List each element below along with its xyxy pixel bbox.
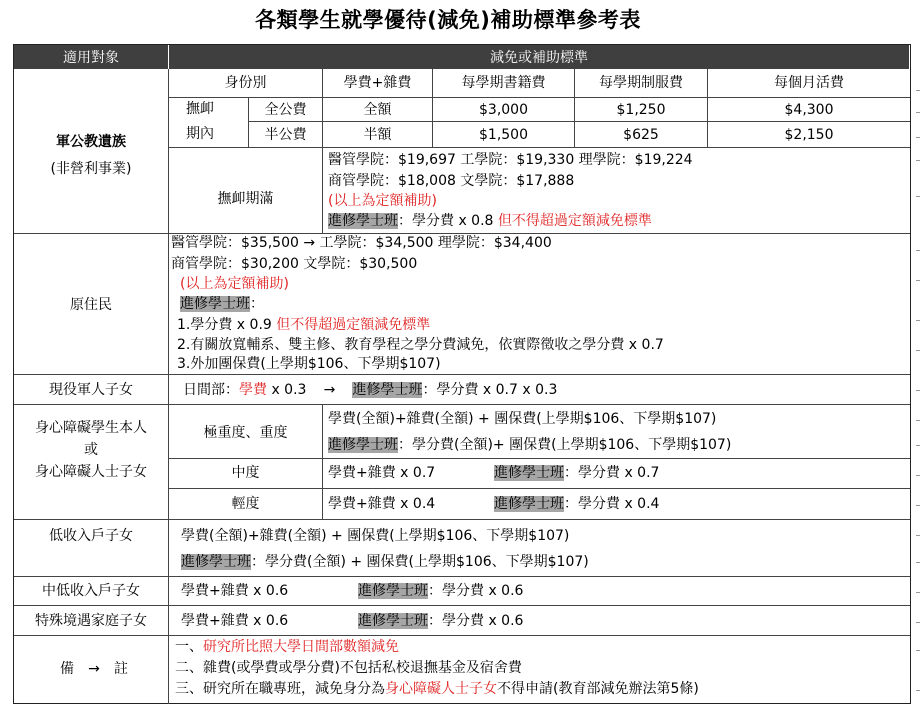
disabled-name-3: 身心障礙人士子女 [35,464,147,480]
mid-ext: 進修學士班：學分費 x 0.7 [494,465,660,481]
extension-tag: 進修學士班 [328,437,398,453]
military-col-uniform: 每學期制服費 [599,75,683,91]
extension-tag: 進修學士班 [352,382,423,398]
mid-fee: 學費+雜費 x 0.7 [328,465,436,481]
mid-label: 中度 [231,465,260,481]
military-col-identity: 身份別 [224,75,267,91]
severe-line2: 進修學士班：學分費(全額)+ 團保費(上學期$106、下學期$107) [328,437,732,453]
half-fee: 半額 [363,127,392,143]
aboriginal-line7: 3.外加團保費(上學期$106、下學期$107) [177,356,441,372]
disabled-name-1: 身心障礙學生本人 [35,420,147,436]
aboriginal-line2: 商管學院：$30,200 文學院：$30,500 [171,256,418,272]
disabled-name-2: 或 [84,442,98,458]
note-3: 三、研究所在職專班，減免身分為身心障礙人士子女不得申請(教育部減免辦法第5條) [175,681,699,697]
military-period-top: 撫卹 [186,101,214,117]
full-living: $4,300 [784,102,834,118]
full-uniform: $1,250 [616,102,666,118]
special-fee: 學費+雜費 x 0.6 [181,613,289,629]
military-period-bottom: 期內 [186,126,214,142]
lowincome-line1: 學費(全額)+雜費(全額) + 團保費(上學期$106、下學期$107) [181,528,570,544]
severe-line1: 學費(全額)+雜費(全額) + 團保費(上學期$106、下學期$107) [328,411,717,427]
full-type: 全公費 [264,102,307,118]
extension-tag: 進修學士班 [358,613,428,629]
extension-tag: 進修學士班 [494,496,564,512]
soldier-line: 日間部：學費 x 0.3 → 進修學士班：學分費 x 0.7 x 0.3 [183,382,558,398]
military-col-books: 每學期書籍費 [461,75,546,91]
extension-tag: 進修學士班 [181,554,251,570]
arrow-icon: → [88,661,100,677]
half-books: $1,500 [479,127,528,143]
aboriginal-line5: 1.學分費 x 0.9 但不得超過定額減免標準 [177,317,431,333]
aboriginal-line3: (以上為定額補助) [180,276,289,292]
midlow-ext: 進修學士班：學分費 x 0.6 [358,583,524,599]
severe-label: 極重度、重度 [203,425,288,441]
note-2: 二、雜費(或學費或學分費)不包括私校退撫基金及宿舍費 [175,660,522,676]
aboriginal-line6: 2.有關放寬輔系、雙主修、教育學程之學分費減免，依實際徵收之學分費 x 0.7 [177,337,664,353]
military-col-fee: 學費+雜費 [343,75,412,91]
military-sub: (非營利事業) [50,161,132,177]
extension-tag: 進修學士班 [180,296,250,312]
full-books: $3,000 [479,102,528,118]
arrow-icon: → [323,382,336,398]
half-living: $2,150 [784,127,834,143]
special-name: 特殊境遇家庭子女 [35,613,147,629]
note-1: 一、研究所比照大學日間部數額減免 [175,639,399,655]
lowincome-line2: 進修學士班：學分費(全額) + 團保費(上學期$106、下學期$107) [181,554,589,570]
expired-line3: (以上為定額補助) [328,193,437,209]
header-col2: 減免或補助標準 [169,45,909,69]
mild-label: 輕度 [231,496,260,512]
full-fee: 全額 [363,102,392,118]
mild-fee: 學費+雜費 x 0.4 [328,496,436,512]
soldier-name: 現役軍人子女 [49,382,133,398]
military-col-living: 每個月活費 [774,75,844,91]
half-type: 半公費 [264,127,307,143]
aboriginal-name: 原住民 [70,297,112,313]
aboriginal-line4: 進修學士班： [180,296,264,312]
military-name: 軍公教遺族 [56,134,126,150]
mild-ext: 進修學士班：學分費 x 0.4 [494,496,660,512]
aboriginal-line1: 醫管學院：$35,500 → 工學院：$34,500 理學院：$34,400 [171,235,552,251]
expired-line2: 商管學院：$18,008 文學院：$17,888 [328,173,575,189]
page-title: 各類學生就學優待(減免)補助標準參考表 [255,8,641,32]
extension-tag: 進修學士班 [328,213,398,229]
header-col1: 適用對象 [14,45,168,69]
extension-tag: 進修學士班 [358,583,428,599]
extension-tag: 進修學士班 [494,465,564,481]
expired-line1: 醫管學院：$19,697 工學院：$19,330 理學院：$19,224 [328,152,693,168]
half-uniform: $625 [623,127,659,143]
military-expired: 撫卹期滿 [217,191,274,207]
midlow-name: 中低收入戶子女 [42,583,140,599]
notes-label: 備 → 註 [60,661,128,677]
special-ext: 進修學士班：學分費 x 0.6 [358,613,524,629]
lowincome-name: 低收入戶子女 [49,528,133,544]
midlow-fee: 學費+雜費 x 0.6 [181,583,289,599]
expired-line4: 進修學士班：學分費 x 0.8 但不得超過定額減免標準 [328,213,652,229]
